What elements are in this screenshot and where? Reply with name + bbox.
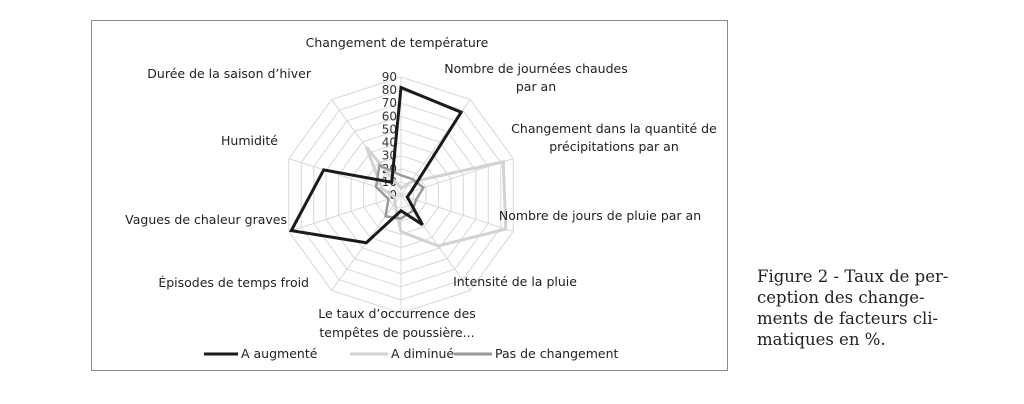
radar-chart [92,21,729,372]
axis-label: Changement de température [305,35,489,50]
axis-label: Intensité de la pluie [453,274,577,289]
axis-label: Humidité [221,133,278,148]
axis-label: Durée de la saison d’hiver [147,66,311,81]
radial-tick-label: 20 [381,161,397,176]
legend-label: A augmenté [241,346,318,361]
legend-label: Pas de changement [495,346,619,361]
legend [204,346,619,361]
axis-label: Épisodes de temps froid [158,275,309,290]
radial-tick-label: 90 [381,70,397,84]
radial-tick-label: 40 [381,135,397,150]
radial-tick-label: 80 [381,83,397,98]
axis-label: par an [515,79,557,94]
radial-tick-label: 50 [381,122,397,137]
axis-label: Vagues de chaleur graves [125,212,287,227]
radial-tick-label: 70 [381,96,397,111]
axis-labels [125,35,717,340]
legend-label: A diminué [391,346,455,361]
axis-label: Changement dans la quantité de [511,121,717,136]
axis-label: Nombre de jours de pluie par an [498,208,702,223]
caption-line: ception des change- [757,288,925,307]
chart-frame [91,20,728,371]
radial-tick-label: 60 [381,109,397,124]
axis-label: précipitations par an [549,139,679,154]
axis-label: Le taux d’occurrence des [318,306,476,321]
caption-line: ments de facteurs cli- [757,309,939,328]
axis-label: Nombre de journées chaudes [444,61,628,76]
caption-line: matiques en %. [757,330,886,349]
radial-tick-label: 10 [381,174,397,189]
radial-tick-label: 0 [389,188,397,202]
radial-tick-label: 30 [381,148,397,163]
axis-label: tempêtes de poussière... [319,325,475,340]
caption-line: Figure 2 - Taux de per- [757,267,949,286]
